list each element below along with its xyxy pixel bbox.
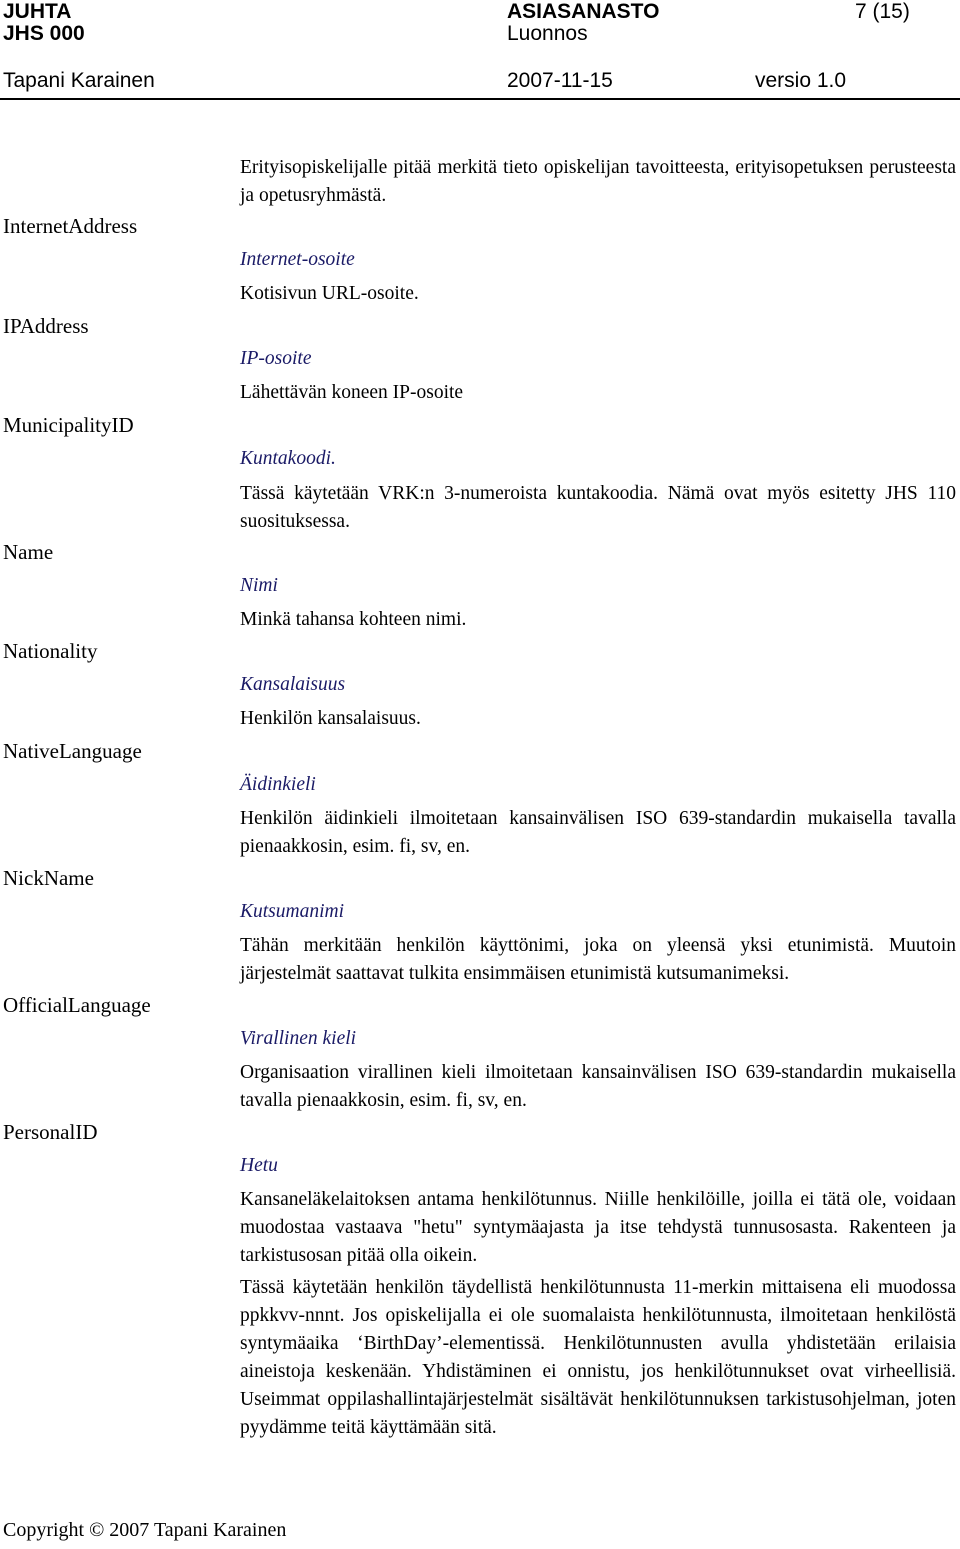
header-page-number: 7 (15) [855,0,910,23]
header-divider [0,98,960,100]
header-doc-status: Luonnos [507,22,588,45]
term-official-language: OfficialLanguage [3,993,151,1017]
official-language-text: Organisaation virallinen kieli ilmoitetaan kansainvälisen ISO 639-standardin mukaisella tavalla pienaakkosin, esim. fi, sv, en. [240,1062,956,1111]
nick-name-text: Tähän merkitään henkilön käyttönimi, joka on yleensä yksi etunimistä. Muutoin järjestelmät saattavat tulkita ensimmäisen etunimistä kutsumanimeksi. [240,935,956,984]
personal-id-heading: Hetu [240,1155,278,1176]
nick-name-heading: Kutsumanimi [240,901,345,922]
term-native-language: NativeLanguage [3,739,142,763]
term-municipality-id: MunicipalityID [3,413,134,437]
term-ip-address: IPAddress [3,314,89,338]
personal-id-text-2: Tässä käytetään henkilön täydellistä henkilötunnusta 11-merkin mittaisena eli muodossa ppkkvv-nnnt. Jos opiskelijalla ei ole suomalaista henkilötunnusta, ilmoitetaan henkilöstä syntymäaika ‘BirthDay’-elementissä. Henkilötunnusten avulla yhdistetään erilaisia aineistoja keskenään. Yhdistäminen ei onnistu, jos henkilötunnukset ovat virheellisiä. Useimmat oppilashallintajärjestelmät sisältävät henkilötunnuksen tarkistusohjelman, joten pyydämme teitä käyttämään sitä. [240,1277,956,1438]
name-text: Minkä tahansa kohteen nimi. [240,609,467,630]
header-doc-id: JHS 000 [3,22,85,45]
ip-address-text: Lähettävän koneen IP-osoite [240,382,464,403]
header-date: 2007-11-15 [507,69,613,92]
header-doc-title: ASIASANASTO [507,0,660,23]
municipality-id-heading: Kuntakoodi. [240,448,336,469]
term-personal-id: PersonalID [3,1120,98,1144]
term-internet-address: InternetAddress [3,214,138,238]
intro-paragraph: Erityisopiskelijalle pitää merkitä tieto opiskelijan tavoitteesta, erityisopetuksen perusteesta ja opetusryhmästä. [240,157,956,206]
footer-copyright: Copyright © 2007 Tapani Karainen [3,1519,287,1541]
nationality-heading: Kansalaisuus [240,674,346,695]
official-language-heading: Virallinen kieli [240,1028,357,1049]
internet-address-heading: Internet-osoite [240,249,355,270]
personal-id-text-1: Kansaneläkelaitoksen antama henkilötunnus. Niille henkilöille, joilla ei tätä ole, voidaan muodostaa vastaava "hetu" syntymäajasta ja itse tehdystä tunnusosasta. Rakenteen ja tarkistusosan pitää olla oikein. [240,1189,956,1266]
header-version: versio 1.0 [755,69,847,92]
header-author: Tapani Karainen [3,69,155,92]
ip-address-heading: IP-osoite [240,348,312,369]
name-heading: Nimi [240,575,278,596]
native-language-text: Henkilön äidinkieli ilmoitetaan kansainvälisen ISO 639-standardin mukaisella tavalla pienaakkosin, esim. fi, sv, en. [240,808,956,857]
nationality-text: Henkilön kansalaisuus. [240,708,421,729]
header-org: JUHTA [3,0,72,23]
native-language-heading: Äidinkieli [240,774,316,795]
term-name: Name [3,540,54,564]
internet-address-text: Kotisivun URL-osoite. [240,283,419,304]
term-nick-name: NickName [3,866,94,890]
term-nationality: Nationality [3,639,98,663]
municipality-id-text: Tässä käytetään VRK:n 3-numeroista kuntakoodia. Nämä ovat myös esitetty JHS 110 suosituksessa. [240,483,956,532]
